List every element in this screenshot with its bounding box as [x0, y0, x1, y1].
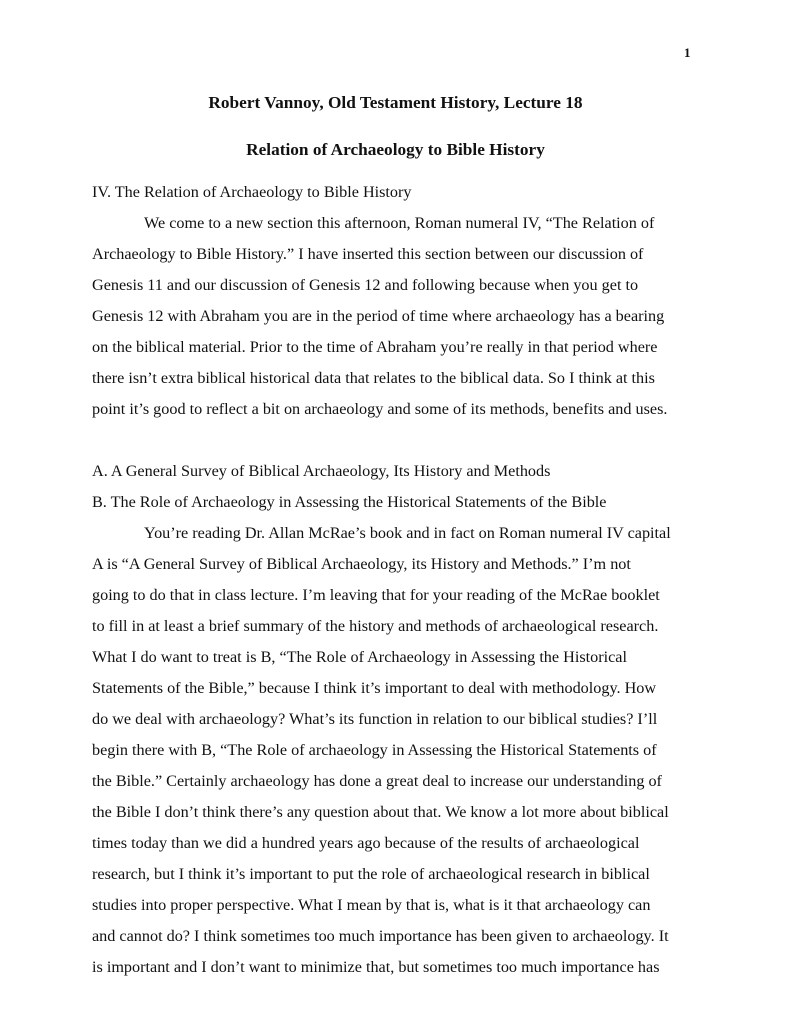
paragraph-line: point it’s good to reflect a bit on archaeology and some of its methods, benefits and uses. [92, 400, 668, 418]
paragraph-line: there isn’t extra biblical historical data that relates to the biblical data. So I think at this [92, 369, 655, 387]
paragraph-line: We come to a new section this afternoon, Roman numeral IV, “The Relation of [144, 214, 655, 232]
paragraph-line: do we deal with archaeology? What’s its function in relation to our biblical studies? I’ll [92, 710, 658, 728]
lecture-subtitle: Relation of Archaeology to Bible History [246, 140, 545, 159]
paragraph-line: on the biblical material. Prior to the time of Abraham you’re really in that period where [92, 338, 658, 356]
paragraph-line: A is “A General Survey of Biblical Archaeology, its History and Methods.” I’m not [92, 555, 631, 573]
page-number: 1 [684, 45, 691, 60]
section-heading: IV. The Relation of Archaeology to Bible History [92, 183, 412, 201]
paragraph-line: begin there with B, “The Role of archaeology in Assessing the Historical Statements of [92, 741, 657, 759]
paragraph-line: going to do that in class lecture. I’m leaving that for your reading of the McRae booklet [92, 586, 660, 604]
subheading-b: B. The Role of Archaeology in Assessing the Historical Statements of the Bible [92, 493, 607, 511]
subheading-a: A. A General Survey of Biblical Archaeology, Its History and Methods [92, 462, 551, 480]
lecture-title: Robert Vannoy, Old Testament History, Lecture 18 [208, 93, 583, 112]
paragraph-line: to fill in at least a brief summary of the history and methods of archaeological research. [92, 617, 659, 635]
paragraph-line: and cannot do? I think sometimes too much importance has been given to archaeology. It [92, 927, 669, 945]
paragraph-line: the Bible I don’t think there’s any question about that. We know a lot more about biblical [92, 803, 669, 821]
paragraph-line: Statements of the Bible,” because I think it’s important to deal with methodology. How [92, 679, 657, 697]
paragraph-line: Genesis 11 and our discussion of Genesis 12 and following because when you get to [92, 276, 639, 294]
paragraph-line: is important and I don’t want to minimize that, but sometimes too much importance has [92, 958, 660, 976]
paragraph-line: You’re reading Dr. Allan McRae’s book and in fact on Roman numeral IV capital [144, 524, 671, 542]
paragraph-line: studies into proper perspective. What I mean by that is, what is it that archaeology can [92, 896, 651, 914]
paragraph-line: times today than we did a hundred years ago because of the results of archaeological [92, 834, 640, 852]
paragraph-line: Genesis 12 with Abraham you are in the period of time where archaeology has a bearing [92, 307, 665, 325]
paragraph-line: research, but I think it’s important to put the role of archaeological research in biblical [92, 865, 650, 883]
paragraph-line: the Bible.” Certainly archaeology has done a great deal to increase our understanding of [92, 772, 662, 790]
paragraph-line: What I do want to treat is B, “The Role of Archaeology in Assessing the Historical [92, 648, 627, 666]
paragraph-line: Archaeology to Bible History.” I have inserted this section between our discussion of [92, 245, 644, 263]
